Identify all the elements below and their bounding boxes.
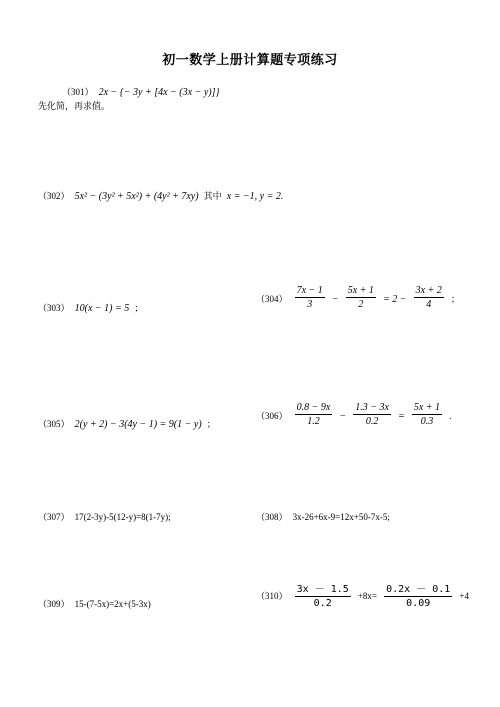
problem-tail: +4 bbox=[459, 591, 469, 601]
problem-tail: ； bbox=[450, 294, 460, 304]
condition-values: x = −1, y = 2. bbox=[226, 191, 284, 202]
problem-number: （301） bbox=[62, 87, 94, 97]
page-title: 初一数学上册计算题专项练习 bbox=[162, 53, 338, 68]
fraction-2: $\frac{0.2x - 0.1}{0.09}$ bbox=[384, 580, 452, 609]
problem-number: （305） bbox=[38, 419, 70, 429]
problem-310 bbox=[256, 580, 469, 609]
problem-306 bbox=[256, 402, 451, 427]
instruction-text: 先化简，再求值。 bbox=[38, 102, 111, 112]
problem-number: （302） bbox=[38, 191, 70, 201]
fraction-2: $\frac{5x + 1}{2}$ bbox=[347, 285, 374, 310]
equals-part: = 2 − bbox=[383, 294, 407, 305]
problem-302 bbox=[38, 184, 283, 203]
problem-expression: 17(2-3y)-5(12-y)=8(1-7y); bbox=[74, 512, 171, 522]
problem-309 bbox=[38, 592, 151, 611]
problem-304 bbox=[256, 285, 460, 310]
problem-303 bbox=[38, 296, 143, 315]
problem-307 bbox=[38, 505, 171, 524]
operator-minus: − bbox=[339, 411, 347, 422]
problem-tail: ； bbox=[206, 419, 216, 429]
equals-part: +8x= bbox=[357, 591, 378, 601]
problem-expression: 3x-26+6x-9=12x+50-7x-5; bbox=[292, 512, 390, 522]
fraction-2: $\frac{1.3 - 3x}{0.2}$ bbox=[355, 402, 389, 427]
problem-number: （303） bbox=[38, 303, 70, 313]
condition-label: 其中 bbox=[203, 192, 222, 202]
fraction-3: $\frac{3x + 2}{4}$ bbox=[415, 285, 442, 310]
fraction-3: $\frac{5x + 1}{0.3}$ bbox=[413, 402, 441, 427]
fraction-1: $\frac{7x - 1}{3}$ bbox=[296, 285, 323, 310]
problem-expression: 15-(7-5x)=2x+(5-3x) bbox=[74, 599, 151, 609]
problem-number: （307） bbox=[38, 512, 70, 522]
problem-301 bbox=[62, 80, 219, 99]
problem-number: （306） bbox=[256, 411, 288, 421]
operator-minus: − bbox=[331, 294, 339, 305]
fraction-1: $\frac{0.8 - 9x}{1.2}$ bbox=[296, 402, 331, 427]
problem-expression: 10(x − 1) = 5 bbox=[74, 303, 130, 314]
problem-expression: 5x² − (3y² + 5x²) + (4y² + 7xy) bbox=[74, 191, 199, 202]
problem-308 bbox=[256, 505, 390, 524]
problem-number: （310） bbox=[256, 591, 288, 601]
problem-number: （304） bbox=[256, 294, 288, 304]
problem-expression: 2x − {− 3y + [4x − (3x − y)]} bbox=[98, 87, 220, 98]
problem-expression: 2(y + 2) − 3(4y − 1) = 9(1 − y) bbox=[74, 419, 202, 430]
problem-number: （309） bbox=[38, 599, 70, 609]
problem-tail: ； bbox=[134, 303, 144, 313]
problem-number: （308） bbox=[256, 512, 288, 522]
operator-equals: = bbox=[398, 411, 405, 422]
problem-305 bbox=[38, 412, 216, 431]
problem-tail: . bbox=[449, 411, 452, 421]
fraction-1: $\frac{3x - 1.5}{0.2}$ bbox=[295, 580, 351, 609]
